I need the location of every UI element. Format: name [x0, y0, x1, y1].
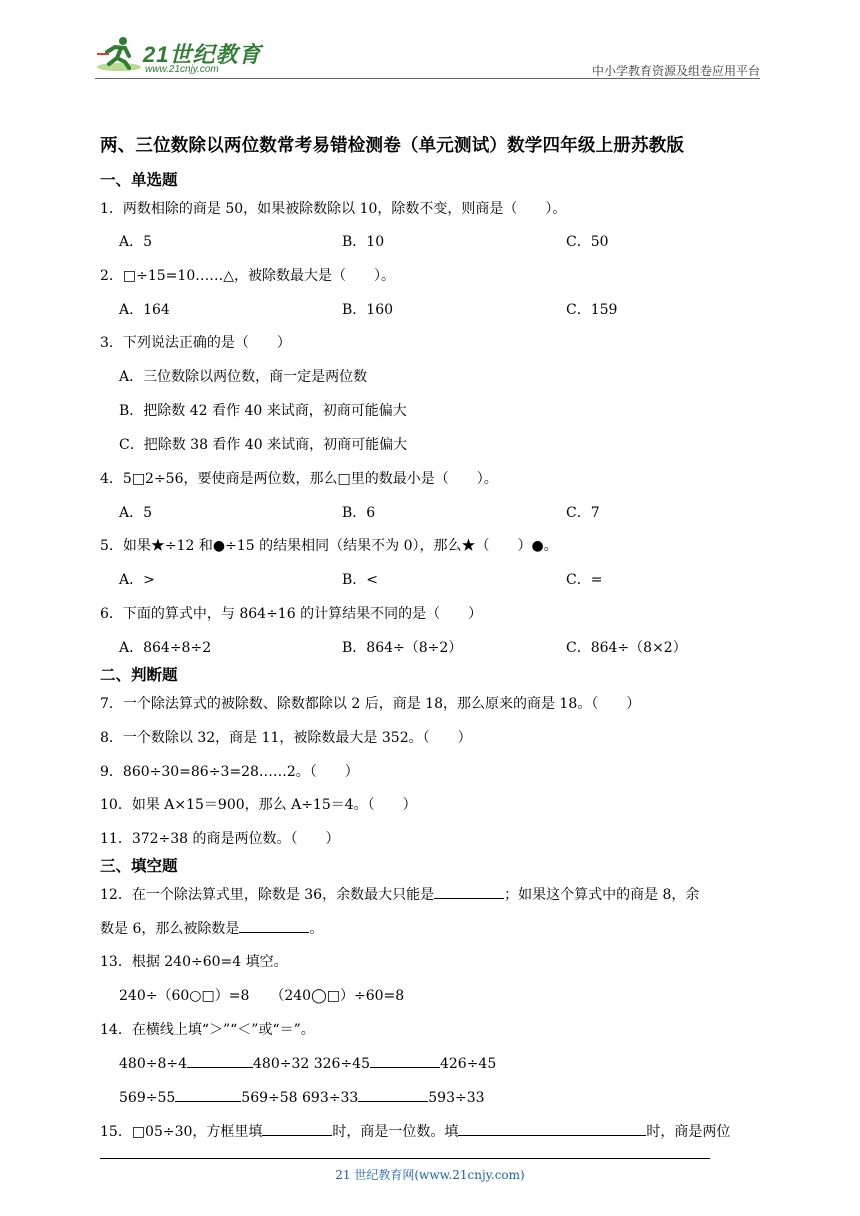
q14-blank-4[interactable]	[358, 1087, 428, 1102]
question-10: 10．如果 A×15＝900，那么 A÷15＝4。（ ）	[100, 797, 417, 813]
question-2: 2．□÷15=10……△，被除数最大是（ ）。	[100, 268, 395, 284]
q1-option-b[interactable]: B．10	[342, 234, 385, 250]
page-title: 两、三位数除以两位数常考易错检测卷（单元测试）数学四年级上册苏教版	[100, 136, 685, 156]
q12-blank-1[interactable]	[434, 884, 504, 899]
q15-text-1: 15．□05÷30，方框里填	[100, 1124, 263, 1140]
q4-option-a[interactable]: A．5	[119, 505, 153, 521]
question-12-line1	[100, 884, 699, 904]
q2-option-b[interactable]: B．160	[342, 302, 394, 318]
q14-line-2	[119, 1087, 485, 1106]
question-14: 14．在横线上填“＞”“＜”或“＝”。	[100, 1022, 315, 1038]
footer-link[interactable]: 21 世纪教育网(www.21cnjy.com)	[335, 1168, 525, 1182]
q14-expr-b3: 593÷33	[428, 1090, 485, 1106]
footer-divider	[100, 1158, 710, 1159]
question-15	[100, 1121, 730, 1141]
q4-option-c[interactable]: C．7	[566, 505, 600, 521]
question-3: 3．下列说法正确的是（ ）	[100, 335, 291, 351]
platform-label: 中小学教育资源及组卷应用平台	[591, 64, 760, 78]
q1-option-a[interactable]: A．5	[119, 234, 153, 250]
question-8: 8．一个数除以 32，商是 11，被除数最大是 352。（ ）	[100, 730, 472, 746]
question-6: 6．下面的算式中，与 864÷16 的计算结果不同的是（ ）	[100, 606, 483, 622]
q14-expr-a3: 426÷45	[439, 1056, 497, 1072]
q2-option-a[interactable]: A．164	[119, 302, 170, 318]
q15-blank-2[interactable]	[458, 1121, 646, 1136]
q5-option-b[interactable]: B．<	[342, 572, 379, 588]
q12-text-4: 。	[309, 921, 324, 937]
q14-line-1	[119, 1053, 496, 1072]
logo-text: 21世纪教育	[143, 42, 262, 67]
q12-text-2: ；如果这个算式中的商是 8，余	[504, 887, 700, 903]
q15-text-2: 时，商是一位数。填	[332, 1124, 459, 1140]
question-5: 5．如果★÷12 和●÷15 的结果相同（结果不为 0），那么★（ ）●。	[100, 538, 558, 554]
q14-blank-2[interactable]	[370, 1053, 440, 1068]
q14-expr-a2: 480÷32 326÷45	[253, 1056, 370, 1072]
q6-option-a[interactable]: A．864÷8÷2	[119, 640, 212, 656]
q14-expr-b2: 569÷58 693÷33	[241, 1090, 359, 1106]
q14-blank-1[interactable]	[187, 1053, 253, 1068]
q14-expr-a1: 480÷8÷4	[119, 1056, 187, 1072]
q15-blank-1[interactable]	[262, 1121, 332, 1136]
section-title-single-choice: 一、单选题	[100, 171, 178, 189]
q3-option-a[interactable]: A．三位数除以两位数，商一定是两位数	[119, 369, 368, 385]
question-12-line2	[100, 918, 323, 938]
page-header	[95, 34, 760, 78]
q2-option-c[interactable]: C．159	[566, 302, 618, 318]
site-logo	[95, 34, 265, 78]
q12-text-3: 数是 6，那么被除数是	[100, 921, 240, 937]
question-1: 1．两数相除的商是 50，如果被除数除以 10，除数不变，则商是（ ）。	[100, 201, 567, 217]
runner-logo-icon	[95, 34, 143, 74]
question-9: 9．860÷30=86÷3=28……2。（ ）	[100, 764, 359, 780]
header-divider	[95, 78, 760, 79]
q14-expr-b1: 569÷55	[119, 1090, 176, 1106]
question-7: 7．一个除法算式的被除数、除数都除以 2 后，商是 18，那么原来的商是 18。（ ）	[100, 696, 641, 712]
q3-option-b[interactable]: B．把除数 42 看作 40 来试商，初商可能偏大	[119, 403, 407, 419]
q13-expressions: 240÷（60○□）=8 （240◯□）÷60=8	[119, 988, 405, 1004]
q5-option-a[interactable]: A．>	[119, 572, 155, 588]
q5-option-c[interactable]: C．=	[566, 572, 603, 588]
q1-option-c[interactable]: C．50	[566, 234, 609, 250]
q6-option-c[interactable]: C．864÷（8×2）	[566, 640, 687, 656]
q15-text-3: 时，商是两位	[646, 1124, 731, 1140]
q3-option-c[interactable]: C．把除数 38 看作 40 来试商，初商可能偏大	[119, 437, 408, 453]
question-4: 4．5□2÷56，要使商是两位数，那么□里的数最小是（ ）。	[100, 471, 498, 487]
question-13: 13．根据 240÷60=4 填空。	[100, 954, 288, 970]
section-title-true-false: 二、判断题	[100, 666, 178, 684]
q14-blank-3[interactable]	[175, 1087, 241, 1102]
q6-option-b[interactable]: B．864÷（8÷2）	[342, 640, 463, 656]
section-title-fill-blank: 三、填空题	[100, 857, 178, 875]
q12-text-1: 12．在一个除法算式里，除数是 36，余数最大只能是	[100, 887, 435, 903]
question-11: 11．372÷38 的商是两位数。（ ）	[100, 831, 340, 847]
logo-url: www.21cnjy.com	[145, 64, 219, 75]
q4-option-b[interactable]: B．6	[342, 505, 376, 521]
q12-blank-2[interactable]	[239, 918, 309, 933]
